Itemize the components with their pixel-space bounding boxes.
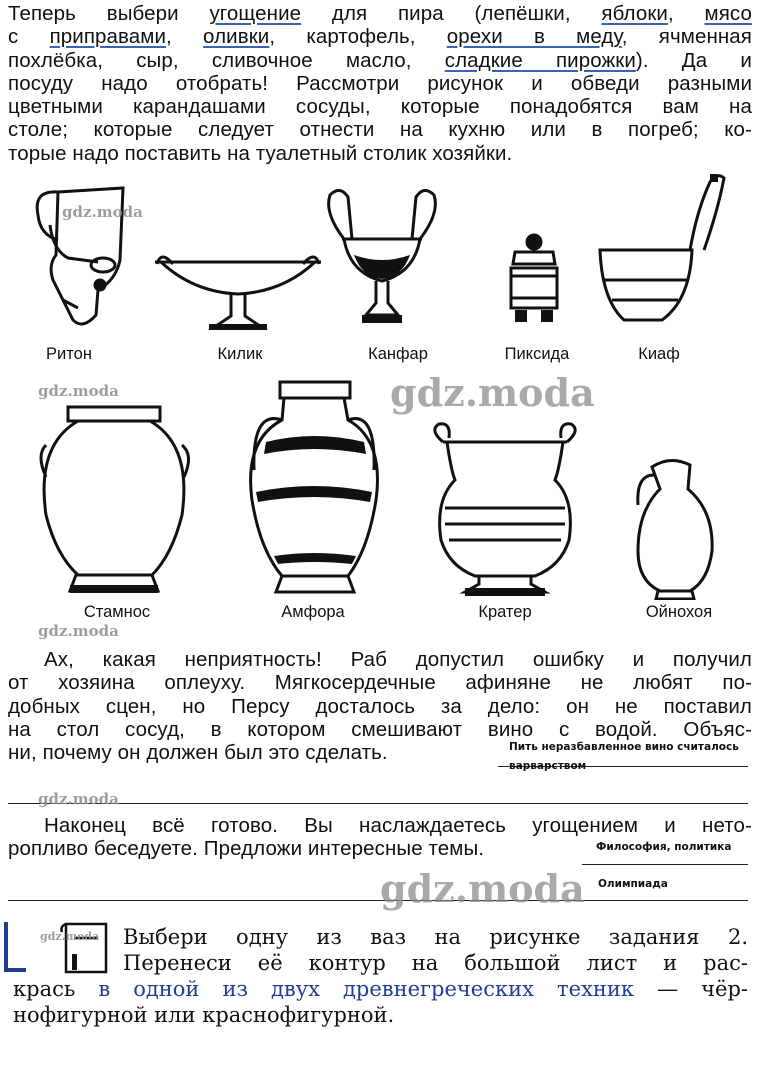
kyathos-drawing [592,170,732,330]
intro-line-5: цветными карандашами сосуды, которые понадобятся вам на [8,95,752,119]
task2-line-2: Перенеси её контур на большой лист и рас- [123,951,748,975]
topics-line-1 [582,864,748,865]
q-line-3: добных сцен, но Персу досталось за дело: он не поставил [8,694,752,718]
intro-line-6: столе; которые следует отнести на кухню или в погреб; ко- [8,118,752,142]
watermark: gdz.moda [62,203,143,221]
stamnos-drawing [32,405,202,597]
label-krater: Кратер [478,603,532,621]
q-line-5: ни, почему он должен был это сделать. [8,741,388,765]
intro-line-7: торые надо поставить на туалетный столик хозяйки. [8,141,513,165]
pyxis-drawing [503,232,565,330]
topics-answer-1: Философия, политика [596,841,732,853]
topics-line-2 [8,900,748,901]
intro-line-3: похлёбка, сыр, сливочное масло, сладкие пирожки). Да и [8,48,752,72]
watermark: gdz.moda [390,370,595,415]
task2-line-1: Выбери одну из ваз на рисунке задания 2. [123,925,748,949]
intro-line-4: посуду надо отобрать! Рассмотри рисунок и обведи разными [8,71,752,95]
label-amphora: Амфора [281,603,345,621]
answer-handwritten-2: варварством [509,760,587,772]
watermark: gdz.moda [40,930,100,943]
topics-answer-2: Олимпиада [598,878,668,890]
oinochoe-drawing [630,455,720,600]
amphora-drawing [244,380,384,598]
task2-line-4: нофигурной или краснофигурной. [13,1003,395,1027]
answer-line-2 [8,803,748,804]
q-line-1: Ах, какая неприятность! Раб допустил ошибку и получил [44,648,752,671]
krater-drawing [425,420,585,598]
t-line-2: ропливо беседуете. Предложи интересные темы. [8,837,485,861]
watermark: gdz.moda [380,866,585,911]
notebook-pencil-icon [4,918,116,976]
kantharos-drawing [322,183,442,331]
label-pyxis: Пиксида [504,345,570,363]
topics-paragraph [8,814,752,861]
answer-handwritten-1: Пить неразбавленное вино считалось [509,741,739,753]
t-line-1: Наконец всё готово. Вы наслаждаетесь угощением и нето- [44,814,752,837]
intro-line-1: Теперь выбери угощение для пира (лепёшки, яблоки, мясо [8,2,752,25]
watermark: gdz.moda [38,790,119,808]
label-kylix: Килик [217,345,263,363]
label-rhyton: Ритон [46,345,92,363]
label-kantharos: Канфар [368,345,428,363]
label-stamnos: Стамнос [83,603,151,621]
q-line-4: на стол сосуд, в котором смешивают вино с водой. Объяс- [8,717,752,741]
intro-paragraph [8,2,752,165]
kylix-drawing [153,250,323,332]
q-line-2: от хозяина оплеуху. Мягкосердечные афиняне не любят по- [8,671,752,695]
label-oinochoe: Ойнохоя [645,603,713,621]
task2-line-3: крась в одной из двух древнегреческих техник — чёр- [13,977,748,1001]
intro-line-2: с приправами, оливки, картофель, орехи в меду, ячменная [8,25,752,49]
label-kyathos: Киаф [638,345,680,363]
watermark: gdz.moda [38,382,119,400]
watermark: gdz.moda [38,622,119,640]
